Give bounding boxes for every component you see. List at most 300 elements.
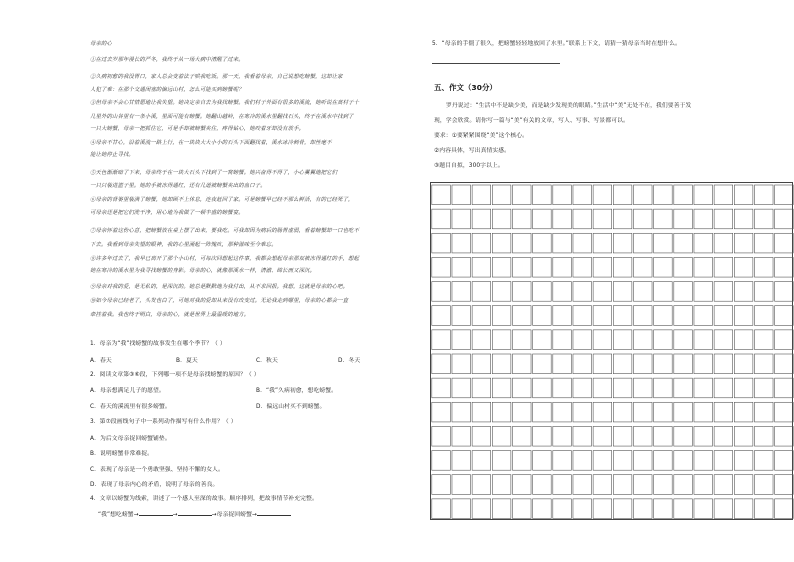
grid-cell[interactable] xyxy=(714,233,733,253)
question-stem: 2．阅读文章第③⑥段，下列哪一项不是母亲找螃蟹的原因？（ ） xyxy=(90,372,260,378)
passage-line: 她在寒冷的溪水里为我寻找螃蟹的身影。母亲的心，就像那溪水一样，清澈、绵长而又深沉。 xyxy=(90,268,316,274)
grid-cell[interactable] xyxy=(533,306,552,326)
grid-cell[interactable] xyxy=(533,209,552,229)
grid-cell[interactable] xyxy=(633,330,652,350)
grid-cell[interactable] xyxy=(674,233,693,253)
grid-cell[interactable] xyxy=(472,354,491,374)
grid-cell[interactable] xyxy=(633,282,652,302)
grid-cell[interactable] xyxy=(754,306,773,326)
answer-option[interactable]: C．春天的溪流里有很多螃蟹。 xyxy=(90,404,171,410)
grid-cell[interactable] xyxy=(734,499,753,519)
grid-cell[interactable] xyxy=(775,475,794,495)
grid-cell[interactable] xyxy=(573,257,592,277)
grid-cell[interactable] xyxy=(654,209,673,229)
grid-cell[interactable] xyxy=(593,233,612,253)
grid-cell[interactable] xyxy=(734,209,753,229)
grid-cell[interactable] xyxy=(512,354,531,374)
grid-cell[interactable] xyxy=(432,451,451,471)
requirement: 要求：①要紧紧围绕“美”这个核心。 xyxy=(434,133,529,139)
grid-cell[interactable] xyxy=(754,475,773,495)
grid-cell[interactable] xyxy=(573,499,592,519)
grid-cell[interactable] xyxy=(512,475,531,495)
grid-cell[interactable] xyxy=(654,402,673,422)
grid-cell[interactable] xyxy=(432,306,451,326)
passage-line: 能让她停止寻找。 xyxy=(90,152,134,158)
passage-line: ⑥母亲的背篓里装满了螃蟹，她却顾不上休息，连夜赶回了家。可是螃蟹早已经不那么鲜活，有的已经死了， xyxy=(90,197,354,203)
grid-cell[interactable] xyxy=(613,378,632,398)
passage-line: 可母亲还是把它们洗干净，用心地为我做了一顿丰盛的螃蟹宴。 xyxy=(90,210,244,216)
grid-cell[interactable] xyxy=(492,185,511,205)
grid-cell[interactable] xyxy=(573,378,592,398)
grid-cell[interactable] xyxy=(553,499,572,519)
answer-option[interactable]: C．秋天 xyxy=(256,358,278,364)
grid-cell[interactable] xyxy=(492,451,511,471)
plot-blank-2[interactable] xyxy=(178,510,212,516)
grid-cell[interactable] xyxy=(432,354,451,374)
passage-line: ①在过去岁那年漫长的严冬，我终于从一场大病中清醒了过来。 xyxy=(90,57,244,63)
grid-cell[interactable] xyxy=(613,257,632,277)
grid-cell[interactable] xyxy=(492,378,511,398)
grid-cell[interactable] xyxy=(734,426,753,446)
grid-cell[interactable] xyxy=(573,185,592,205)
grid-cell[interactable] xyxy=(754,426,773,446)
grid-cell[interactable] xyxy=(452,185,471,205)
grid-cell[interactable] xyxy=(775,330,794,350)
grid-cell[interactable] xyxy=(553,185,572,205)
answer-option[interactable]: B．说明螃蟹非常难捉。 xyxy=(90,451,154,457)
grid-cell[interactable] xyxy=(775,499,794,519)
grid-cell[interactable] xyxy=(613,402,632,422)
plot-chain-start: “我”想吃螃蟹→ xyxy=(98,512,139,518)
grid-cell[interactable] xyxy=(775,306,794,326)
grid-cell[interactable] xyxy=(613,475,632,495)
grid-cell[interactable] xyxy=(492,426,511,446)
question-stem: 3．第⑦段画线句子中一系列动作描写有什么作用？（ ） xyxy=(90,419,237,425)
grid-cell[interactable] xyxy=(754,378,773,398)
grid-cell[interactable] xyxy=(674,475,693,495)
grid-cell[interactable] xyxy=(714,499,733,519)
grid-cell[interactable] xyxy=(734,306,753,326)
grid-cell[interactable] xyxy=(573,402,592,422)
grid-cell[interactable] xyxy=(674,499,693,519)
grid-cell[interactable] xyxy=(633,378,652,398)
grid-cell[interactable] xyxy=(533,426,552,446)
passage-line: ②久病初愈的我没胃口，家人总会变着法子哄我吃饭。那一天，我看着母亲，自己说想吃螃蟹，这却让家 xyxy=(90,74,343,80)
grid-cell[interactable] xyxy=(432,209,451,229)
grid-cell[interactable] xyxy=(432,185,451,205)
grid-cell[interactable] xyxy=(573,330,592,350)
prompt-line: 现，学会欣赏。请你写一篇与“美”有关的文章，写人、写事、写景都可以。 xyxy=(434,118,629,124)
grid-cell[interactable] xyxy=(452,209,471,229)
grid-cell[interactable] xyxy=(432,330,451,350)
grid-cell[interactable] xyxy=(452,402,471,422)
grid-cell[interactable] xyxy=(472,306,491,326)
grid-cell[interactable] xyxy=(553,354,572,374)
grid-cell[interactable] xyxy=(654,354,673,374)
grid-cell[interactable] xyxy=(674,330,693,350)
grid-cell[interactable] xyxy=(472,282,491,302)
grid-cell[interactable] xyxy=(492,354,511,374)
grid-cell[interactable] xyxy=(613,354,632,374)
passage-line: ⑧许多年过去了，我早已离开了那个小山村，可每次回想起这件事，我都会想起母亲那双被冻得通红的手，想起 xyxy=(90,256,360,262)
answer-option[interactable]: A．母亲想满足儿子的愿望。 xyxy=(90,388,165,394)
grid-cell[interactable] xyxy=(533,402,552,422)
grid-cell[interactable] xyxy=(472,185,491,205)
grid-cell[interactable] xyxy=(674,306,693,326)
passage-line: ⑨母亲对我的爱，是无私的，是深沉的。她总是默默地为我付出，从不求回报。我想，这就是母亲的心吧。 xyxy=(90,284,349,290)
grid-cell[interactable] xyxy=(734,233,753,253)
grid-cell[interactable] xyxy=(432,282,451,302)
question-stem: 4．文章以螃蟹为线索，讲述了一个感人至深的故事。顺序排列，把故事情节补充完整。 xyxy=(90,496,318,502)
grid-cell[interactable] xyxy=(775,257,794,277)
grid-cell[interactable] xyxy=(533,378,552,398)
grid-cell[interactable] xyxy=(694,402,713,422)
grid-cell[interactable] xyxy=(734,451,753,471)
grid-cell[interactable] xyxy=(654,282,673,302)
grid-cell[interactable] xyxy=(754,354,773,374)
grid-cell[interactable] xyxy=(492,475,511,495)
grid-cell[interactable] xyxy=(654,378,673,398)
grid-cell[interactable] xyxy=(654,475,673,495)
grid-cell[interactable] xyxy=(593,426,612,446)
plot-blank-1[interactable] xyxy=(139,510,173,516)
grid-cell[interactable] xyxy=(593,282,612,302)
writing-grid[interactable] xyxy=(430,182,793,520)
grid-cell[interactable] xyxy=(512,257,531,277)
grid-cell[interactable] xyxy=(452,354,471,374)
grid-cell[interactable] xyxy=(654,499,673,519)
passage-line: ③但母亲不会心甘情愿地让我失望。她决定亲自去为我找螃蟹。我们村子外面有很多的溪流，她听说在离村子十 xyxy=(90,100,360,106)
grid-cell[interactable] xyxy=(452,426,471,446)
grid-cell[interactable] xyxy=(694,306,713,326)
passage-label: 母亲的心 xyxy=(90,41,112,47)
grid-cell[interactable] xyxy=(593,330,612,350)
grid-cell[interactable] xyxy=(593,209,612,229)
grid-cell[interactable] xyxy=(714,209,733,229)
grid-cell[interactable] xyxy=(613,233,632,253)
grid-cell[interactable] xyxy=(654,330,673,350)
grid-cell[interactable] xyxy=(734,378,753,398)
grid-cell[interactable] xyxy=(492,306,511,326)
answer-line[interactable] xyxy=(432,63,560,64)
grid-cell[interactable] xyxy=(573,209,592,229)
grid-cell[interactable] xyxy=(754,257,773,277)
grid-cell[interactable] xyxy=(452,330,471,350)
grid-cell[interactable] xyxy=(754,330,773,350)
grid-cell[interactable] xyxy=(734,354,753,374)
passage-line: ⑩如今母亲已经老了，头发也白了，可她对我的爱却从来没有改变过。无论我走到哪里，母亲的心都会一直 xyxy=(90,298,349,304)
grid-cell[interactable] xyxy=(613,499,632,519)
question-stem: 1．母亲为“我”找螃蟹的故事发生在哪个季节？（ ） xyxy=(90,341,226,347)
grid-cell[interactable] xyxy=(694,257,713,277)
grid-cell[interactable] xyxy=(754,402,773,422)
grid-cell[interactable] xyxy=(553,402,572,422)
answer-option[interactable]: D．冬天 xyxy=(338,358,361,364)
grid-cell[interactable] xyxy=(694,378,713,398)
grid-cell[interactable] xyxy=(553,330,572,350)
grid-cell[interactable] xyxy=(633,475,652,495)
grid-cell[interactable] xyxy=(613,282,632,302)
grid-cell[interactable] xyxy=(432,378,451,398)
grid-cell[interactable] xyxy=(754,209,773,229)
grid-cell[interactable] xyxy=(694,282,713,302)
grid-cell[interactable] xyxy=(734,330,753,350)
grid-cell[interactable] xyxy=(553,451,572,471)
grid-cell[interactable] xyxy=(553,426,572,446)
grid-cell[interactable] xyxy=(633,185,652,205)
grid-cell[interactable] xyxy=(573,426,592,446)
grid-cell[interactable] xyxy=(775,354,794,374)
grid-cell[interactable] xyxy=(674,185,693,205)
grid-cell[interactable] xyxy=(512,185,531,205)
grid-cell[interactable] xyxy=(533,451,552,471)
grid-cell[interactable] xyxy=(472,402,491,422)
grid-cell[interactable] xyxy=(472,475,491,495)
grid-cell[interactable] xyxy=(714,451,733,471)
grid-cell[interactable] xyxy=(492,282,511,302)
grid-cell[interactable] xyxy=(573,451,592,471)
grid-cell[interactable] xyxy=(492,499,511,519)
plot-chain-arrow: →母亲捉回螃蟹→ xyxy=(211,512,257,518)
grid-cell[interactable] xyxy=(633,499,652,519)
grid-cell[interactable] xyxy=(512,330,531,350)
grid-cell[interactable] xyxy=(452,451,471,471)
grid-cell[interactable] xyxy=(694,330,713,350)
grid-cell[interactable] xyxy=(553,282,572,302)
grid-cell[interactable] xyxy=(714,257,733,277)
grid-cell[interactable] xyxy=(674,378,693,398)
grid-cell[interactable] xyxy=(512,451,531,471)
grid-cell[interactable] xyxy=(533,282,552,302)
grid-cell[interactable] xyxy=(472,257,491,277)
grid-cell[interactable] xyxy=(633,233,652,253)
grid-cell[interactable] xyxy=(593,354,612,374)
passage-line: 几里外的山谷里有一条小溪，里面可能有螃蟹。她翻山越岭，在寒冷的溪水里翻找石头，终于在溪水中找到了 xyxy=(90,114,354,120)
grid-cell[interactable] xyxy=(593,451,612,471)
grid-cell[interactable] xyxy=(553,306,572,326)
grid-cell[interactable] xyxy=(492,402,511,422)
grid-cell[interactable] xyxy=(472,330,491,350)
grid-cell[interactable] xyxy=(593,257,612,277)
grid-cell[interactable] xyxy=(633,257,652,277)
grid-cell[interactable] xyxy=(512,233,531,253)
grid-cell[interactable] xyxy=(674,257,693,277)
grid-cell[interactable] xyxy=(553,378,572,398)
prompt-line: 罗丹说过：“生活中不是缺少美，而是缺少发现美的眼睛。”生活中“美”无处不在，我们要善于发 xyxy=(446,103,692,109)
grid-cell[interactable] xyxy=(633,354,652,374)
grid-cell[interactable] xyxy=(674,282,693,302)
plot-chain-arrow: → xyxy=(172,512,178,518)
grid-cell[interactable] xyxy=(714,426,733,446)
grid-cell[interactable] xyxy=(512,306,531,326)
question-5: 5．“母亲的手僵了很久，把螃蟹轻轻地放回了水里。”联系上下文，请猜一猜母亲当时在想什么。 xyxy=(432,41,681,47)
grid-cell[interactable] xyxy=(573,306,592,326)
grid-cell[interactable] xyxy=(573,282,592,302)
grid-cell[interactable] xyxy=(472,209,491,229)
grid-cell[interactable] xyxy=(573,354,592,374)
grid-cell[interactable] xyxy=(734,475,753,495)
grid-cell[interactable] xyxy=(432,257,451,277)
plot-blank-3[interactable] xyxy=(257,510,291,516)
grid-cell[interactable] xyxy=(734,185,753,205)
answer-option[interactable]: C．表现了母亲是一个勇敢坚强、坚持不懈的女人。 xyxy=(90,467,224,473)
grid-cell[interactable] xyxy=(432,475,451,495)
requirement: ③题目自拟，300字以上。 xyxy=(434,163,504,169)
grid-cell[interactable] xyxy=(775,233,794,253)
grid-cell[interactable] xyxy=(694,233,713,253)
grid-cell[interactable] xyxy=(694,451,713,471)
grid-cell[interactable] xyxy=(533,185,552,205)
grid-cell[interactable] xyxy=(472,378,491,398)
grid-cell[interactable] xyxy=(633,426,652,446)
grid-cell[interactable] xyxy=(533,330,552,350)
grid-cell[interactable] xyxy=(432,233,451,253)
grid-cell[interactable] xyxy=(754,451,773,471)
grid-cell[interactable] xyxy=(654,426,673,446)
grid-cell[interactable] xyxy=(472,499,491,519)
grid-cell[interactable] xyxy=(694,499,713,519)
grid-cell[interactable] xyxy=(694,185,713,205)
grid-cell[interactable] xyxy=(593,402,612,422)
grid-cell[interactable] xyxy=(573,475,592,495)
grid-cell[interactable] xyxy=(654,257,673,277)
grid-cell[interactable] xyxy=(714,354,733,374)
grid-cell[interactable] xyxy=(754,499,773,519)
grid-cell[interactable] xyxy=(714,378,733,398)
grid-cell[interactable] xyxy=(452,378,471,398)
grid-cell[interactable] xyxy=(472,233,491,253)
grid-cell[interactable] xyxy=(533,499,552,519)
grid-cell[interactable] xyxy=(573,233,592,253)
grid-cell[interactable] xyxy=(533,257,552,277)
answer-option[interactable]: B．夏天 xyxy=(176,358,198,364)
grid-cell[interactable] xyxy=(734,282,753,302)
grid-cell[interactable] xyxy=(492,257,511,277)
grid-cell[interactable] xyxy=(533,354,552,374)
grid-cell[interactable] xyxy=(613,426,632,446)
answer-option[interactable]: B．“我”久病初愈，想吃螃蟹。 xyxy=(256,388,338,394)
grid-cell[interactable] xyxy=(674,451,693,471)
grid-cell[interactable] xyxy=(613,185,632,205)
grid-cell[interactable] xyxy=(754,185,773,205)
grid-cell[interactable] xyxy=(452,475,471,495)
grid-cell[interactable] xyxy=(694,209,713,229)
grid-cell[interactable] xyxy=(714,306,733,326)
grid-cell[interactable] xyxy=(472,426,491,446)
grid-cell[interactable] xyxy=(775,209,794,229)
passage-line: 牵挂着我。我也终于明白，母亲的心，就是世界上最温暖的地方。 xyxy=(90,312,250,318)
grid-cell[interactable] xyxy=(654,306,673,326)
section-title: 五、作文（30分） xyxy=(434,83,497,92)
grid-cell[interactable] xyxy=(553,475,572,495)
grid-cell[interactable] xyxy=(674,209,693,229)
grid-cell[interactable] xyxy=(734,257,753,277)
grid-cell[interactable] xyxy=(553,233,572,253)
grid-cell[interactable] xyxy=(694,475,713,495)
grid-cell[interactable] xyxy=(553,209,572,229)
answer-option[interactable]: D．表现了母亲内心的矛盾，说明了母亲的善良。 xyxy=(90,482,219,488)
grid-cell[interactable] xyxy=(432,499,451,519)
grid-cell[interactable] xyxy=(432,402,451,422)
grid-cell[interactable] xyxy=(775,451,794,471)
grid-cell[interactable] xyxy=(452,233,471,253)
grid-cell[interactable] xyxy=(775,282,794,302)
answer-option[interactable]: A．春天 xyxy=(90,358,112,364)
grid-cell[interactable] xyxy=(714,330,733,350)
grid-cell[interactable] xyxy=(694,426,713,446)
grid-cell[interactable] xyxy=(593,475,612,495)
grid-cell[interactable] xyxy=(492,209,511,229)
grid-cell[interactable] xyxy=(775,185,794,205)
grid-cell[interactable] xyxy=(674,426,693,446)
grid-cell[interactable] xyxy=(714,185,733,205)
grid-cell[interactable] xyxy=(492,330,511,350)
grid-cell[interactable] xyxy=(492,233,511,253)
passage-line: 人犯了难：在那个交通闭塞的偏远山村，怎么可能买到螃蟹呢？ xyxy=(90,87,244,93)
grid-cell[interactable] xyxy=(553,257,572,277)
passage-line: ⑦母亲怀着这份心意，把螃蟹放在桌上摆了出来，要我吃。可我却因为病后的肠胃虚弱，看着螃蟹却一口也吃不 xyxy=(90,228,360,234)
grid-cell[interactable] xyxy=(775,426,794,446)
grid-cell[interactable] xyxy=(633,306,652,326)
grid-cell[interactable] xyxy=(734,402,753,422)
passage-line: 下去。我看到母亲失望的眼神，我的心里涌起一阵愧疚，那种滋味至今难忘。 xyxy=(90,242,277,248)
grid-cell[interactable] xyxy=(674,402,693,422)
grid-cell[interactable] xyxy=(654,451,673,471)
grid-cell[interactable] xyxy=(714,282,733,302)
grid-cell[interactable] xyxy=(754,282,773,302)
grid-cell[interactable] xyxy=(775,402,794,422)
grid-cell[interactable] xyxy=(613,451,632,471)
answer-option[interactable]: A．为后文母亲捉回螃蟹铺垫。 xyxy=(90,436,171,442)
grid-cell[interactable] xyxy=(512,378,531,398)
grid-cell[interactable] xyxy=(593,185,612,205)
grid-cell[interactable] xyxy=(613,330,632,350)
grid-cell[interactable] xyxy=(432,426,451,446)
grid-cell[interactable] xyxy=(533,475,552,495)
grid-cell[interactable] xyxy=(512,426,531,446)
grid-cell[interactable] xyxy=(593,306,612,326)
passage-line: 一只只装进篮子里。她的手被冻得通红，还有几道被螃蟹夹出的血口子。 xyxy=(90,183,266,189)
grid-cell[interactable] xyxy=(714,402,733,422)
grid-cell[interactable] xyxy=(633,402,652,422)
grid-cell[interactable] xyxy=(512,402,531,422)
grid-cell[interactable] xyxy=(472,451,491,471)
grid-cell[interactable] xyxy=(633,451,652,471)
grid-cell[interactable] xyxy=(533,233,552,253)
grid-cell[interactable] xyxy=(512,282,531,302)
grid-cell[interactable] xyxy=(754,233,773,253)
grid-cell[interactable] xyxy=(694,354,713,374)
grid-cell[interactable] xyxy=(593,499,612,519)
grid-cell[interactable] xyxy=(452,282,471,302)
grid-cell[interactable] xyxy=(613,306,632,326)
grid-cell[interactable] xyxy=(512,499,531,519)
grid-cell[interactable] xyxy=(613,209,632,229)
grid-cell[interactable] xyxy=(593,378,612,398)
grid-cell[interactable] xyxy=(654,185,673,205)
grid-cell[interactable] xyxy=(714,475,733,495)
grid-cell[interactable] xyxy=(633,209,652,229)
grid-cell[interactable] xyxy=(452,499,471,519)
answer-option[interactable]: D．偏远山村买不到螃蟹。 xyxy=(256,404,326,410)
writing-grid-lines xyxy=(431,183,794,521)
grid-cell[interactable] xyxy=(452,306,471,326)
grid-cell[interactable] xyxy=(452,257,471,277)
grid-cell[interactable] xyxy=(775,378,794,398)
grid-cell[interactable] xyxy=(512,209,531,229)
grid-cell[interactable] xyxy=(654,233,673,253)
grid-cell[interactable] xyxy=(674,354,693,374)
